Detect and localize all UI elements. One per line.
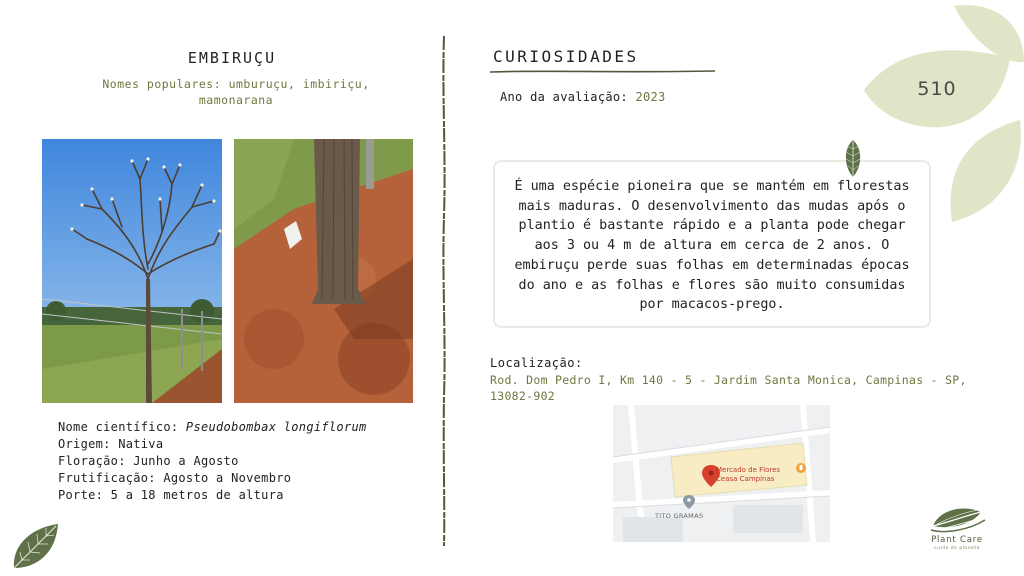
title-underline [490,66,715,76]
trunk-photo [234,139,413,403]
logo-tagline: cuide do planeta [934,546,980,551]
species-facts [58,419,367,504]
tree-photo [42,139,222,403]
origin-row: Origem: Nativa [58,437,164,451]
scientific-name-row [58,419,367,436]
logo-name: Plant Care [931,535,983,545]
curiosity-text: É uma espécie pioneira que se mantém em florestas mais maduras. O desenvolvimento das mudas após o plantio é bastante rápido e a planta pode chegar aos 3 ou 4 m de altura em cerca de 2 anos. O embiruçu perde suas folhas em determinadas épocas do ano e as folhas e flores são muito consumidas por macacos-prego. [514,179,910,313]
scientific-name-label: Nome científico: [58,420,186,434]
column-divider [439,36,449,546]
map-place-line2: Ceasa Campinas [716,475,775,483]
leaf-icon [10,522,60,570]
species-title: EMBIRUÇU [187,49,277,67]
map-place-label [716,466,780,484]
popular-names: Nomes populares: umburuçu, imbiriçu, mamonarana [102,77,370,107]
map-neighborhood-label: TITO GRAMAS [655,512,704,520]
map-place-line1: Mercado de Flores [716,466,781,474]
flowering-row: Floração: Junho a Agosto [58,454,239,468]
scientific-name-value: Pseudobombax longiflorum [185,420,367,434]
evaluation-year-value: 2023 [635,90,666,104]
size-row: Porte: 5 a 18 metros de altura [58,488,284,502]
location-label: Localização: [490,356,583,370]
section-title: CURIOSIDADES [493,47,639,66]
evaluation-year [500,90,666,104]
species-number-badge: 510 [917,78,957,100]
evaluation-year-label: Ano da avaliação: [500,90,636,104]
decorative-leaves [860,0,1024,230]
location-address: Rod. Dom Pedro I, Km 140 - 5 - Jardim Santa Monica, Campinas - SP, 13082-902 [490,373,967,403]
fruiting-row: Frutificação: Agosto a Novembro [58,471,292,485]
